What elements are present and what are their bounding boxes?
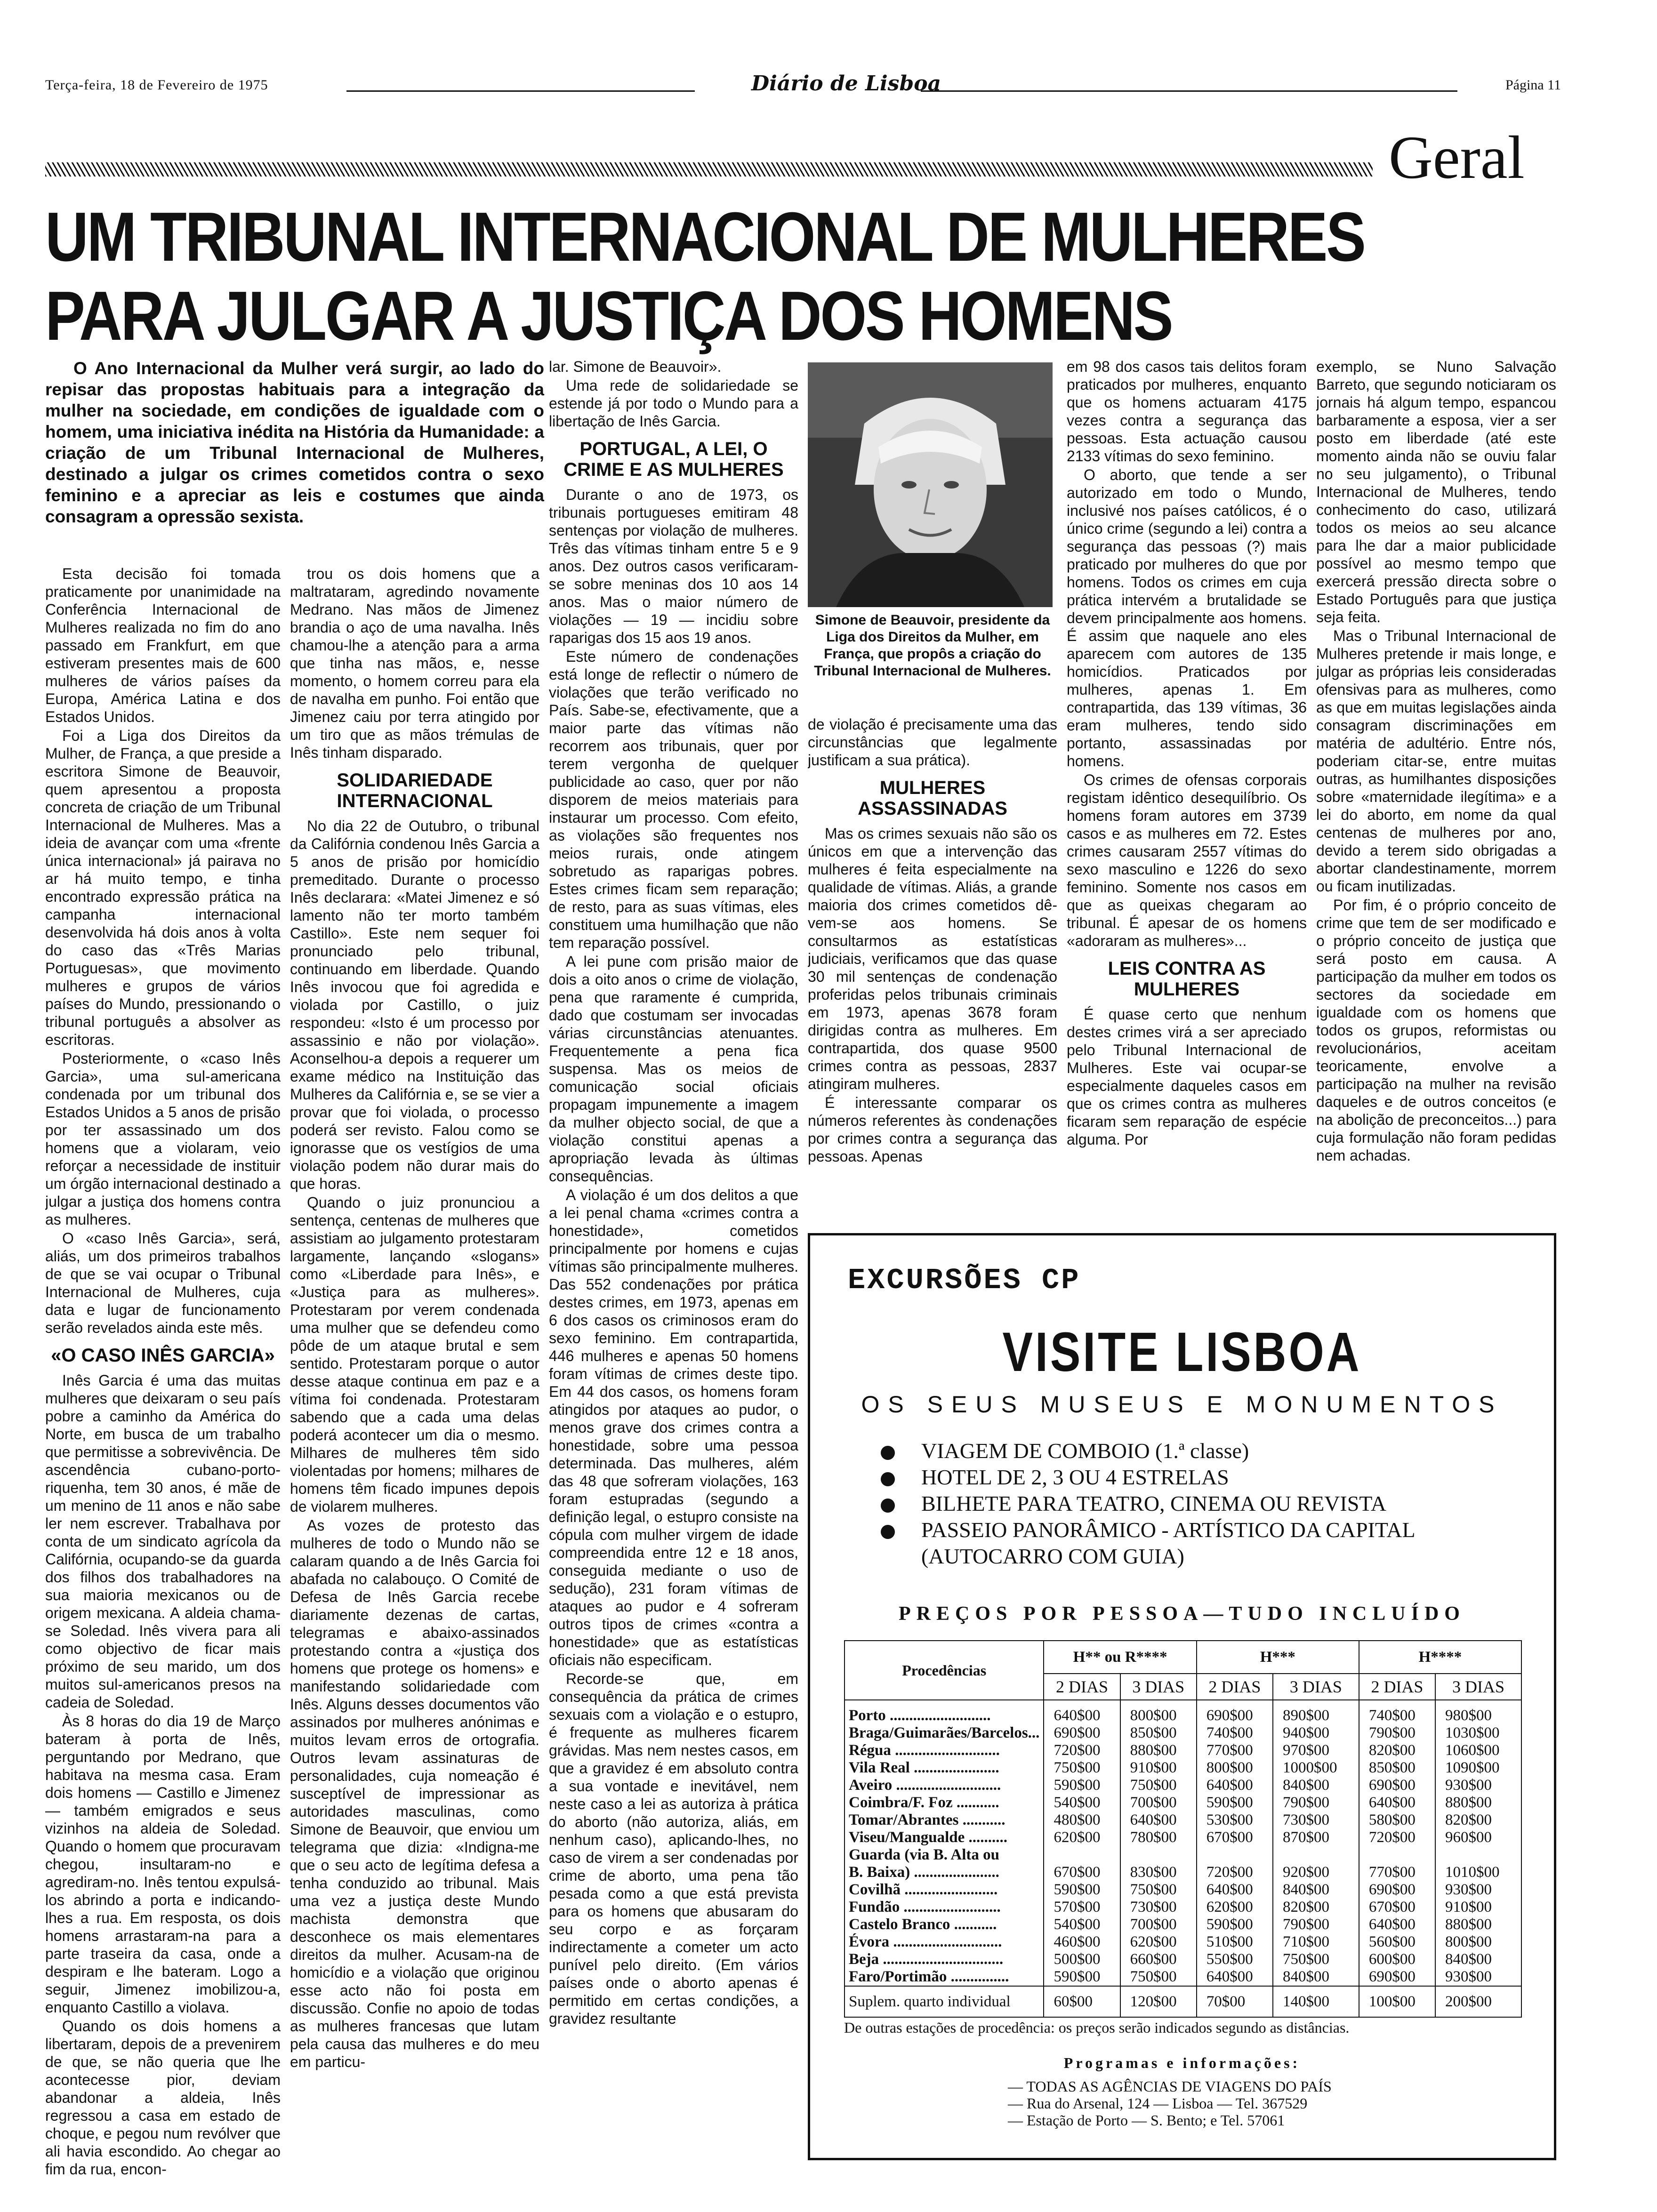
paragraph: É interessante comparar os números referentes às condenações por crimes contra a segurança das pessoas. Apenas bbox=[808, 1094, 1057, 1165]
paragraph: Recorde-se que, em consequência da prática de crimes sexuais com a violação e o estupro, é frequente as mulheres ficarem grávidas. Mas nem nestes casos, em que a gravidez é em absoluto contra a sua vontade e inevitável, nem neste caso a lei as autoriza à prática do aborto (não autoriza, aliás, em nenhum caso), aplicando-lhes, no caso de virem a ser condenadas por crime de aborto, uma pena tão pesada como a que está prevista para os homens que abusaram do seu corpo e as forçaram indirectamente a cometer um acto punível pelo direito. (Em vários países onde o aborto apenas é permitido em certas condições, a gravidez resultante bbox=[549, 1670, 798, 2027]
paragraph: A violação é um dos delitos a que a lei penal chama «crimes contra a honestidade», cometidos principalmente por homens e cujas vítimas são principalmente mulheres. Das 552 condenações por prática destes crimes, em 1973, apenas em 6 dos casos os criminosos eram do sexo feminino. Em contrapartida, 446 mulheres e apenas 50 homens foram vítimas de crimes deste tipo. Em 44 dos casos, os homens foram atingidos por ataques ao pudor, o menos grave dos crimes contra a honestidade, sobre uma pessoa determinada. Das mulheres, além das 48 que sofreram violações, 163 foram estupradas (segundo a definição legal, o estupro consiste na cópula com mulher virgem de idade compreendida entre 12 e 18 anos, conseguida mediante o uso de sedução), 231 foram vítimas de ataques ao pudor e 4 sofreram outros tipos de crimes «contra a honestidade» que as estatísticas oficiais não especificam. bbox=[549, 1186, 798, 1668]
price-cell: 720$00 bbox=[1197, 1864, 1273, 1881]
paragraph: O «caso Inês Garcia», será, aliás, um dos primeiros trabalhos de que se vai ocupar o Tribunal Internacional de Mulheres, cuja data e lugar de funcionamento serão revelados ainda este mês. bbox=[45, 1230, 281, 1336]
advertisement-excursoes-cp bbox=[808, 1233, 1556, 2160]
origin-cell: Guarda (via B. Alta ou bbox=[845, 1846, 1044, 1864]
price-cell: 890$00 bbox=[1273, 1700, 1359, 1724]
bullet-icon bbox=[881, 1525, 895, 1539]
subheading-mulheres-assassinadas: MULHERES ASSASSINADAS bbox=[858, 777, 1007, 819]
table-row bbox=[845, 1968, 1521, 1986]
nights-header: 3 DIAS bbox=[1120, 1674, 1197, 1700]
header-rule bbox=[921, 90, 1457, 92]
table-row bbox=[845, 1794, 1521, 1811]
price-cell: 640$00 bbox=[1359, 1916, 1435, 1933]
paragraph: Este número de condenações está longe de reflectir o número de violações que terão verificado no País. Sabe-se, efectivamente, que a maior parte das vítimas não recorrem aos tribunais, quer por terem vergonha de quelquer publicidade ao caso, quer por não disporem de meios materiais para instaurar um processo. Com efeito, as violações são frequentes nos meios rurais, onde atingem sobretudo as raparigas pobres. Estes crimes ficam sem reparação; de resto, para as suas vítimas, eles constituem uma humilhação que não tem reparação possível. bbox=[549, 648, 798, 951]
origin-cell: Porto .......................... bbox=[845, 1700, 1044, 1724]
price-cell: 1030$00 bbox=[1435, 1724, 1521, 1742]
origin-cell: Coimbra/F. Foz ........... bbox=[845, 1794, 1044, 1811]
paragraph: Por fim, é o próprio conceito de crime que tem de ser modificado e o próprio conceito de justiça que será posto em causa. A participação da mulher em todos os sectores da sociedade em igualdade com os homens que todos os grupos, reformistas ou revolucionários, aceitam teoricamente, envolve a participação na mulher na revisão daqueles e de outros conceitos (e na abolição de preconceitos...) para cuja formulação não foram pedidas nem achadas. bbox=[1316, 897, 1556, 1164]
price-cell: 200$00 bbox=[1435, 1986, 1521, 2017]
price-cell: 800$00 bbox=[1120, 1700, 1197, 1724]
price-cell: 500$00 bbox=[1044, 1951, 1120, 1968]
ad-feature-item: BILHETE PARA TEATRO, CINEMA OU REVISTA bbox=[881, 1491, 1530, 1517]
ad-contact-item: — TODAS AS AGÊNCIAS DE VIAGENS DO PAÍS bbox=[1008, 2078, 1332, 2095]
price-cell: 820$00 bbox=[1273, 1899, 1359, 1916]
origin-cell: Covilhã ........................ bbox=[845, 1881, 1044, 1899]
paragraph: de violação é precisamente uma das circunstâncias que legalmente justificam a sua prática). bbox=[808, 716, 1057, 769]
price-cell: 920$00 bbox=[1273, 1864, 1359, 1881]
price-cell: 460$00 bbox=[1044, 1933, 1120, 1951]
price-cell: 120$00 bbox=[1120, 1986, 1197, 2017]
price-cell: 830$00 bbox=[1120, 1864, 1197, 1881]
paragraph: exemplo, se Nuno Salvação Barreto, que segundo noticiaram os jornais há algum tempo, espancou barbaramente a esposa, vier a ser posto em liberdade (até este momento ainda não se ouviu falar no seu julgamento), o Tribunal Internacional de Mulheres, tendo conhecimento do caso, utilizará todos os meios ao seu alcance para lhe dar a maior publicidade possível ao mesmo tempo que exercerá pressão directa sobre o Estado Português para que justiça seja feita. bbox=[1316, 358, 1556, 625]
price-cell: 640$00 bbox=[1044, 1700, 1120, 1724]
paragraph: Uma rede de solidariedade se estende já por todo o Mundo para a libertação de Inês Garcia. bbox=[549, 377, 798, 430]
price-cell: 730$00 bbox=[1120, 1899, 1197, 1916]
price-cell: 740$00 bbox=[1359, 1700, 1435, 1724]
newspaper-title: Diário de Lisboa bbox=[751, 72, 941, 96]
ad-info-heading: Programas e informações: bbox=[1063, 2054, 1301, 2071]
price-cell: 840$00 bbox=[1435, 1951, 1521, 1968]
origin-column-header: Procedências bbox=[845, 1641, 1044, 1700]
price-cell: 1000$00 bbox=[1273, 1759, 1359, 1777]
price-table-body bbox=[845, 1700, 1521, 1986]
page-number: Página 11 bbox=[1505, 77, 1561, 93]
price-cell: 530$00 bbox=[1197, 1811, 1273, 1829]
price-cell: 840$00 bbox=[1273, 1968, 1359, 1986]
origin-cell: Beja ............................... bbox=[845, 1951, 1044, 1968]
ad-contact-item: — Estação de Porto — S. Bento; e Tel. 57061 bbox=[1008, 2112, 1285, 2129]
paragraph: lar. Simone de Beauvoir». bbox=[549, 358, 722, 375]
price-cell: 690$00 bbox=[1044, 1724, 1120, 1742]
price-cell: 1010$00 bbox=[1435, 1864, 1521, 1881]
origin-cell: Évora ............................ bbox=[845, 1933, 1044, 1951]
price-cell: 910$00 bbox=[1435, 1899, 1521, 1916]
article-headline bbox=[45, 198, 1552, 356]
table-row bbox=[845, 1829, 1521, 1846]
origin-cell: Viseu/Mangualde .......... bbox=[845, 1829, 1044, 1846]
paragraph: É quase certo que nenhum destes crimes virá a ser apreciado pelo Tribunal Internacional de Mulheres. Este vai ocupar-se especialmente daqueles casos em que os crimes contra as mulheres ficaram sem reparação de espécie alguma. Por bbox=[1067, 1006, 1307, 1148]
price-cell: 620$00 bbox=[1044, 1829, 1120, 1846]
ad-note: De outras estações de procedência: os preços serão indicados segundo as distâncias. bbox=[844, 2019, 1350, 2036]
table-row bbox=[845, 1916, 1521, 1933]
nights-header: 3 DIAS bbox=[1273, 1674, 1359, 1700]
hotel-class-header: H**** bbox=[1359, 1641, 1521, 1674]
price-cell: 1090$00 bbox=[1435, 1759, 1521, 1777]
ad-feature-list bbox=[881, 1438, 1530, 1570]
photo-caption: Simone de Beauvoir, presidente da Liga dos Direitos da Mulher, em França, que propôs a criação do Tribunal Internacional de Mulheres. bbox=[814, 612, 1051, 679]
supplement-row bbox=[845, 1986, 1521, 2017]
price-cell: 750$00 bbox=[1273, 1951, 1359, 1968]
price-cell: 670$00 bbox=[1044, 1864, 1120, 1881]
paragraph: A lei pune com prisão maior de dois a oito anos o crime de violação, pena que raramente é cumprida, dado que costumam ser invocadas várias circunstâncias atenuantes. Frequentemente a pena fica suspensa. Mas os meios de comunicação social oficiais propagam impunemente a imagem da mulher objecto social, de que a violação constitui apenas a apropriação levada às últimas consequências. bbox=[549, 953, 798, 1185]
headline-line-2: PARA JULGAR A JUSTIÇA DOS HOMENS bbox=[45, 277, 1172, 355]
portrait-photo bbox=[808, 362, 1053, 607]
price-cell: 70$00 bbox=[1197, 1986, 1273, 2017]
paragraph: Os crimes de ofensas corporais registam idêntico desequilíbrio. Os homens foram autores em 3739 casos e as mulheres em 72. Estes crimes causaram 2557 vítimas do sexo masculino e 1226 do sexo feminino. Somente nos casos em que as queixas chegaram ao tribunal. É apesar de os homens «adoraram as mulheres»... bbox=[1067, 771, 1307, 949]
price-cell: 60$00 bbox=[1044, 1986, 1120, 2017]
hotel-class-header: H*** bbox=[1197, 1641, 1359, 1674]
portrait-illustration bbox=[808, 362, 1053, 607]
price-cell: 690$00 bbox=[1359, 1968, 1435, 1986]
section-hatch-band bbox=[45, 162, 1373, 176]
price-cell: 930$00 bbox=[1435, 1777, 1521, 1794]
price-cell: 690$00 bbox=[1197, 1700, 1273, 1724]
price-cell: 940$00 bbox=[1273, 1724, 1359, 1742]
price-cell: 590$00 bbox=[1197, 1916, 1273, 1933]
price-cell bbox=[1120, 1846, 1197, 1864]
price-cell: 690$00 bbox=[1359, 1881, 1435, 1899]
price-cell: 570$00 bbox=[1044, 1899, 1120, 1916]
origin-cell: Faro/Portimão ............... bbox=[845, 1968, 1044, 1986]
table-row bbox=[845, 1742, 1521, 1759]
paragraph: Mas os crimes sexuais não são os únicos em que a intervenção das mulheres é feita especialmente na qualidade de vítimas. Aliás, a grande maioria dos crimes cometidos dê-vem-se aos homens. Se consultarmos as estatísticas judiciais, verificamos que das quase 30 mil sentenças de condenação proferidas pelos tribunais criminais em 1973, apenas 3678 foram dirigidas contra as mulheres. Em contrapartida, dos quase 9500 crimes contra as pessoas, 2837 atingiram mulheres. bbox=[808, 825, 1057, 1092]
paragraph: Quando os dois homens a libertaram, depois de a prevenirem de que, se não queria que lhe acontecesse pior, deviam abandonar a aldeia, Inês regressou a casa em estado de choque, e pegou num revólver que ali havia escondido. Ao chegar ao fim da rua, encon- bbox=[45, 2018, 281, 2178]
article-column-2 bbox=[290, 565, 539, 2203]
price-cell: 910$00 bbox=[1120, 1759, 1197, 1777]
paragraph: Foi a Liga dos Direitos da Mulher, de França, a que preside a escritora Simone de Beauvoir, quem apresentou a proposta concreta de criação de um Tribunal Internacional de Mulheres. Mas a ideia de avançar com uma «frente única internacional» já pairava no ar há muito tempo, e tinha encontrado expressão prática na campanha internacional desenvolvida há dois anos à volta do caso das «Três Marias Portuguesas», que movimento mulheres e grupos de vários países do Mundo, pressionando o tribunal português a absolver as escritoras. bbox=[45, 727, 281, 1048]
price-cell: 770$00 bbox=[1197, 1742, 1273, 1759]
price-cell: 750$00 bbox=[1120, 1777, 1197, 1794]
paragraph: Mas o Tribunal Internacional de Mulheres pretende ir mais longe, e julgar as próprias leis consideradas ofensivas para as mulheres, como as que em muitas legislações ainda consagram discriminações em matéria de adultério. Entre nós, poderiam citar-se, entre muitas outras, as humilhantes disposições sobre «maternidade ilegítima» e a lei do aborto, em nome da qual centenas de mulheres por ano, devido a terem sido obrigadas a abortar clandestinamente, morrem ou ficam inutilizadas. bbox=[1316, 627, 1556, 895]
paragraph: Às 8 horas do dia 19 de Março bateram à porta de Inês, perguntando por Medrano, que habitava na mesma casa. Eram dois homens — Castillo e Jimenez — também emigrados e seus vizinhos na aldeia de Soledad. Quando o homem que procuravam chegou, insultaram-no e agrediram-no. Inês tentou expulsá-los abrindo a porta e indicando-lhes a rua. Em resposta, os dois homens arrastaram-na para a parte traseira da casa, onde a despiram e lhe bateram. Logo a seguir, Jimenez imobilizou-a, enquanto Castillo a violava. bbox=[45, 1713, 281, 2016]
price-cell: 560$00 bbox=[1359, 1933, 1435, 1951]
price-cell: 640$00 bbox=[1197, 1968, 1273, 1986]
price-cell: 590$00 bbox=[1044, 1968, 1120, 1986]
price-cell bbox=[1197, 1846, 1273, 1864]
price-cell: 590$00 bbox=[1044, 1777, 1120, 1794]
price-cell: 880$00 bbox=[1435, 1916, 1521, 1933]
ad-title: VISITE LISBOA bbox=[1002, 1321, 1362, 1383]
paragraph: em 98 dos casos tais delitos foram praticados por mulheres, enquanto que os homens actuaram 4175 vezes contra a segurança das pessoas. Esta actuação causou 2133 vítimas do sexo feminino. bbox=[1067, 358, 1307, 465]
table-row bbox=[845, 1899, 1521, 1916]
price-cell: 670$00 bbox=[1197, 1829, 1273, 1846]
price-cell bbox=[1044, 1846, 1120, 1864]
price-cell: 770$00 bbox=[1359, 1864, 1435, 1881]
price-cell: 820$00 bbox=[1359, 1742, 1435, 1759]
ad-feature-item: VIAGEM DE COMBOIO (1.ª classe) bbox=[881, 1438, 1530, 1464]
price-cell: 730$00 bbox=[1273, 1811, 1359, 1829]
price-cell: 640$00 bbox=[1197, 1881, 1273, 1899]
paragraph: Quando o juiz pronunciou a sentença, centenas de mulheres que assistiam ao julgamento protestaram largamente, lançando «slogans» como «Liberdade para Inês», e «Justiça para as mulheres». Protestaram por verem condenada uma mulher que se defendeu como pôde de um ataque brutal e sem sentido. Protestaram porque o autor desse ataque continua em paz e a vítima foi condenada. Protestaram sabendo que a cada uma delas poderá acontecer um dia o mesmo. Milhares de mulheres têm sido violentadas por homens; milhares de homens têm ficado impunes depois de violarem mulheres. bbox=[290, 1194, 539, 1515]
origin-cell: Fundão ......................... bbox=[845, 1899, 1044, 1916]
header-rule bbox=[346, 90, 695, 92]
price-cell: 790$00 bbox=[1273, 1794, 1359, 1811]
paragraph: Durante o ano de 1973, os tribunais portugueses emitiram 48 sentenças por violação de mulheres. Três das vítimas tinham entre 5 e 9 anos. Dez outros casos verificaram-se sobre meninas dos 10 aos 14 anos. Mas o maior número de violações — 19 — incidiu sobre raparigas dos 15 aos 19 anos. bbox=[549, 486, 798, 646]
price-cell: 930$00 bbox=[1435, 1881, 1521, 1899]
paragraph: Posteriormente, o «caso Inês Garcia», uma sul-americana condenada por um tribunal dos Estados Unidos a 5 anos de prisão por ter assassinado um dos homens que a violaram, veio reforçar a necessidade de instituir um órgão internacional destinado a julgar a justiça dos homens contra as mulheres. bbox=[45, 1050, 281, 1228]
subheading-caso-ines-garcia: «O CASO INÊS GARCIA» bbox=[51, 1345, 275, 1366]
table-row bbox=[845, 1881, 1521, 1899]
nights-header: 2 DIAS bbox=[1197, 1674, 1273, 1700]
origin-cell: B. Baixa) ...................... bbox=[845, 1864, 1044, 1881]
article-lead: O Ano Internacional da Mulher verá surgir, ao lado do repisar das propostas habituais para a integração da mulher na sociedade, em condições de igualdade com o homem, uma iniciativa inédita na História da Humanidade: a criação de um Tribunal Internacional de Mulheres, destinado a julgar os crimes cometidos contra o sexo feminino e a apreciar as leis e costumes que ainda consagram a opressão sexista. bbox=[45, 359, 544, 526]
table-row bbox=[845, 1864, 1521, 1881]
subheading-portugal: PORTUGAL, A LEI, O CRIME E AS MULHERES bbox=[563, 439, 784, 480]
subheading-solidariedade: SOLIDARIEDADE INTERNACIONAL bbox=[337, 770, 493, 811]
price-cell: 550$00 bbox=[1197, 1951, 1273, 1968]
price-cell: 600$00 bbox=[1359, 1951, 1435, 1968]
price-cell: 540$00 bbox=[1044, 1916, 1120, 1933]
nights-header: 2 DIAS bbox=[1044, 1674, 1120, 1700]
price-cell: 690$00 bbox=[1359, 1777, 1435, 1794]
price-cell: 800$00 bbox=[1197, 1759, 1273, 1777]
price-cell: 720$00 bbox=[1044, 1742, 1120, 1759]
nights-header: 3 DIAS bbox=[1435, 1674, 1521, 1700]
paragraph: O aborto, que tende a ser autorizado em todo o Mundo, inclusivé nos países católicos, é o único crime (segundo a lei) contra a segurança das pessoas (?) mais praticado por mulheres do que por homens. Todos os crimes em cuja prática intervém a brutalidade se devem principalmente aos homens. É assim que naquele ano eles aparecem com autores de 135 homicídios. Praticados por mulheres, apenas 1. Em contrapartida, das 139 vítimas, 36 eram mulheres, tendo sido portanto, assassinadas por homens. bbox=[1067, 466, 1307, 769]
ad-contact-item: — Rua do Arsenal, 124 — Lisboa — Tel. 367529 bbox=[1008, 2095, 1308, 2112]
article-column-4 bbox=[808, 715, 1057, 1186]
bullet-icon bbox=[881, 1446, 895, 1460]
price-cell: 740$00 bbox=[1197, 1724, 1273, 1742]
price-cell: 880$00 bbox=[1120, 1742, 1197, 1759]
origin-cell: Régua ........................... bbox=[845, 1742, 1044, 1759]
price-cell: 750$00 bbox=[1120, 1881, 1197, 1899]
price-cell: 590$00 bbox=[1044, 1881, 1120, 1899]
table-row bbox=[845, 1777, 1521, 1794]
bullet-icon bbox=[881, 1472, 895, 1486]
price-cell: 140$00 bbox=[1273, 1986, 1359, 2017]
price-cell: 790$00 bbox=[1359, 1724, 1435, 1742]
price-cell: 850$00 bbox=[1359, 1759, 1435, 1777]
price-cell: 670$00 bbox=[1359, 1899, 1435, 1916]
bullet-icon bbox=[881, 1499, 895, 1513]
article-column-5 bbox=[1067, 358, 1307, 1177]
price-cell: 590$00 bbox=[1197, 1794, 1273, 1811]
hotel-class-header: H** ou R**** bbox=[1044, 1641, 1196, 1674]
price-cell: 820$00 bbox=[1435, 1811, 1521, 1829]
ad-feature-item: PASSEIO PANORÂMICO - ARTÍSTICO DA CAPITAL bbox=[881, 1517, 1530, 1543]
table-row bbox=[845, 1933, 1521, 1951]
ad-brand: EXCURSÕES CP bbox=[848, 1264, 1081, 1297]
price-cell: 580$00 bbox=[1359, 1811, 1435, 1829]
price-heading: PREÇOS POR PESSOA—TUDO INCLUÍDO bbox=[899, 1603, 1465, 1625]
origin-cell: Castelo Branco ........... bbox=[845, 1916, 1044, 1933]
article-column-1 bbox=[45, 565, 281, 2203]
price-cell: 750$00 bbox=[1044, 1759, 1120, 1777]
price-cell bbox=[1435, 1846, 1521, 1864]
price-cell bbox=[1273, 1846, 1359, 1864]
paragraph: As vozes de protesto das mulheres de todo o Mundo não se calaram quando a de Inês Garcia foi abafada no calabouço. O Comité de Defesa de Inês Garcia recebe diariamente dezenas de cartas, telegramas e abaixo-assinados protestando contra a «justiça dos homens que protege os homens» e manifestando solidariedade com Inês. Alguns desses documentos vão assinados por mulheres anónimas e muitos levam erros de ortografia. Outros levam assinaturas de personalidades, cuja nomeação é susceptível de impressionar as autoridades masculinas, como Simone de Beauvoir, que enviou um telegrama que dizia: «Indigna-me que o seu acto de legítima defesa a tenha conduzido ao tribunal. Mais uma vez a justiça deste Mundo machista demonstra que desconhece os mais elementares direitos da mulher. Acusam-na de homicídio e a violação que originou esse acto não foi posta em discussão. Confie no apoio de todas as mulheres francesas que lutam pela causa das mulheres e do meu em particu- bbox=[290, 1517, 539, 2070]
price-cell: 880$00 bbox=[1435, 1794, 1521, 1811]
table-row bbox=[845, 1951, 1521, 1968]
table-row bbox=[845, 1759, 1521, 1777]
price-cell: 800$00 bbox=[1435, 1933, 1521, 1951]
price-cell: 840$00 bbox=[1273, 1881, 1359, 1899]
price-cell: 640$00 bbox=[1197, 1777, 1273, 1794]
price-cell: 850$00 bbox=[1120, 1724, 1197, 1742]
price-cell: 840$00 bbox=[1273, 1777, 1359, 1794]
origin-cell: Braga/Guimarães/Barcelos... bbox=[845, 1724, 1044, 1742]
price-cell: 510$00 bbox=[1197, 1933, 1273, 1951]
price-cell: 970$00 bbox=[1273, 1742, 1359, 1759]
price-cell: 640$00 bbox=[1120, 1811, 1197, 1829]
price-cell: 1060$00 bbox=[1435, 1742, 1521, 1759]
ad-feature-item: HOTEL DE 2, 3 OU 4 ESTRELAS bbox=[881, 1464, 1530, 1491]
table-row bbox=[845, 1700, 1521, 1724]
price-cell: 870$00 bbox=[1273, 1829, 1359, 1846]
price-cell: 100$00 bbox=[1359, 1986, 1435, 2017]
supplement-label: Suplem. quarto individual bbox=[845, 1986, 1044, 2017]
table-row bbox=[845, 1724, 1521, 1742]
section-label: Geral bbox=[1389, 124, 1525, 192]
price-cell: 620$00 bbox=[1120, 1933, 1197, 1951]
page-header bbox=[45, 71, 1561, 99]
price-cell: 660$00 bbox=[1120, 1951, 1197, 1968]
price-cell: 700$00 bbox=[1120, 1794, 1197, 1811]
article-column-3 bbox=[549, 358, 798, 2203]
price-cell: 980$00 bbox=[1435, 1700, 1521, 1724]
table-row bbox=[845, 1811, 1521, 1829]
paragraph: No dia 22 de Outubro, o tribunal da Califórnia condenou Inês Garcia a 5 anos de prisão por homicídio premeditado. Durante o processo Inês declarara: «Matei Jimenez e só lamento não ter morto também Castillo». Este nem sequer foi pronunciado pelo tribunal, continuando em liberdade. Quando Inês invocou que foi agredida e violada por Castillo, o juiz respondeu: «Isto é um processo por assassinio e não por violação». Aconselhou-a depois a requerer um exame médico na Instituição das Mulheres da Califórnia e, se se vier a provar que foi violada, o processo poderá ser revisto. Falou como se ignorasse que os vestígios de uma violação podem não durar mais do que horas. bbox=[290, 817, 539, 1192]
price-cell: 790$00 bbox=[1273, 1916, 1359, 1933]
price-cell: 930$00 bbox=[1435, 1968, 1521, 1986]
price-cell: 640$00 bbox=[1359, 1794, 1435, 1811]
price-cell: 540$00 bbox=[1044, 1794, 1120, 1811]
subheading-leis-contra: LEIS CONTRA AS MULHERES bbox=[1108, 958, 1266, 1000]
ad-feature-item: (AUTOCARRO COM GUIA) bbox=[921, 1544, 1184, 1568]
price-cell: 780$00 bbox=[1120, 1829, 1197, 1846]
price-cell: 720$00 bbox=[1359, 1829, 1435, 1846]
price-cell: 620$00 bbox=[1197, 1899, 1273, 1916]
paragraph: trou os dois homens que a maltrataram, agredindo novamente Medrano. Nas mãos de Jimenez brandia o aço de uma navalha. Inês chamou-lhe a atenção para a arma que tinha nas mãos, e, nesse momento, o homem correu para ela de navalha em punho. Foi então que Jimenez caiu por terra atingido por um tiro que as mãos trémulas de Inês tinham disparado. bbox=[290, 565, 539, 761]
ad-contact-list bbox=[1008, 2078, 1332, 2129]
origin-cell: Aveiro ........................... bbox=[845, 1777, 1044, 1794]
price-cell: 710$00 bbox=[1273, 1933, 1359, 1951]
paragraph: Inês Garcia é uma das muitas mulheres que deixaram o seu país pobre a caminho da América do Norte, em busca de um trabalho que permitisse a sobrevivência. De ascendência cubano-porto-riquenha, tem 30 anos, é mãe de um menino de 11 anos e não sabe ler nem escrever. Trabalhava por conta de um sindicato agrícola da Califórnia, ocupando-se da guarda dos filhos dos trabalhadores na sua maioria mexicanos ou de origem mexicana. A aldeia chama-se Soledad. Inês vivera para ali como objectivo de ficar mais próximo de seu marido, um dos muitos sul-americanos presos na cadeia de Soledad. bbox=[45, 1372, 281, 1711]
price-cell: 750$00 bbox=[1120, 1968, 1197, 1986]
price-cell: 960$00 bbox=[1435, 1829, 1521, 1846]
nights-header: 2 DIAS bbox=[1359, 1674, 1435, 1700]
price-table bbox=[844, 1640, 1522, 2018]
price-cell: 480$00 bbox=[1044, 1811, 1120, 1829]
table-row bbox=[845, 1846, 1521, 1864]
price-cell: 700$00 bbox=[1120, 1916, 1197, 1933]
paragraph: Esta decisão foi tomada praticamente por unanimidade na Conferência Internacional de Mulheres realizada no fim do ano passado em Frankfurt, em que estiveram presentes mais de 600 mulheres de vários países da Europa, América Latina e dos Estados Unidos. bbox=[45, 565, 281, 725]
headline-line-1: UM TRIBUNAL INTERNACIONAL DE MULHERES bbox=[45, 198, 1365, 276]
article-column-6 bbox=[1316, 358, 1556, 1219]
table-header-row bbox=[845, 1641, 1521, 1674]
origin-cell: Tomar/Abrantes ........... bbox=[845, 1811, 1044, 1829]
origin-cell: Vila Real ...................... bbox=[845, 1759, 1044, 1777]
price-cell bbox=[1359, 1846, 1435, 1864]
ad-subtitle: OS SEUS MUSEUS E MONUMENTOS bbox=[861, 1391, 1503, 1418]
issue-date: Terça-feira, 18 de Fevereiro de 1975 bbox=[45, 77, 268, 93]
